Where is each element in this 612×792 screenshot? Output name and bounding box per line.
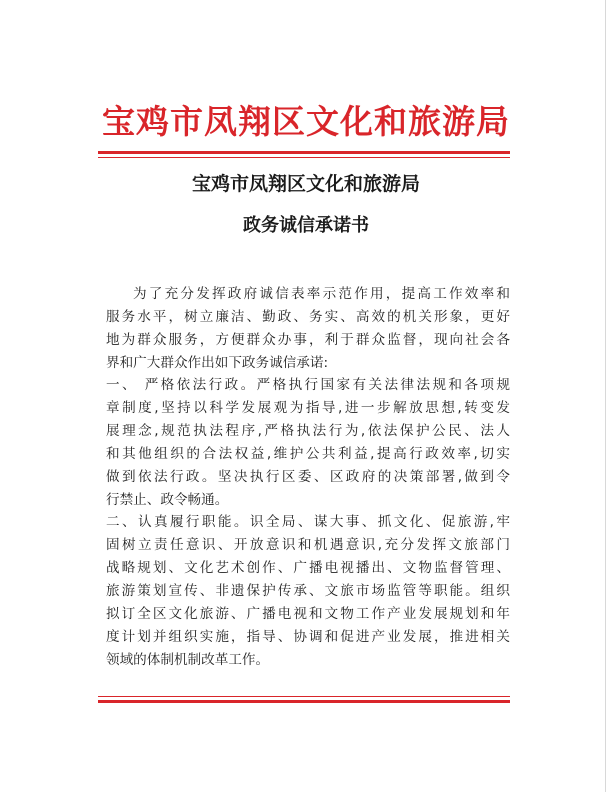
- body-line: 服务水平，树立廉洁、勤政、务实、高效的机关形象，更好: [106, 308, 510, 325]
- body-line: 展理念,规范执法程序,严格执法行为,依法保护公民、法人: [106, 423, 510, 440]
- letterhead-rule-thick: [98, 151, 510, 154]
- letterhead-title: 宝鸡市凤翔区文化和旅游局: [102, 102, 510, 141]
- body-line: 界和广大群众作出如下政务诚信承诺:: [106, 354, 329, 371]
- body-line: 为了充分发挥政府诚信表率示范作用，提高工作效率和: [133, 286, 510, 302]
- body-line: 地为群众服务，方便群众办事，利于群众监督，现向社会各: [106, 331, 510, 348]
- document-organization: 宝鸡市凤翔区文化和旅游局: [191, 173, 420, 195]
- body-line: 章制度,坚持以科学发展观为指导,进一步解放思想,转变发: [106, 400, 510, 417]
- body-line: 战略规划、文化艺术创作、广播电视播出、文物监督管理、: [106, 560, 510, 577]
- body-line: 固树立责任意识、开放意识和机遇意识,充分发挥文旅部门: [106, 537, 510, 554]
- letterhead-rule-thin: [98, 157, 510, 158]
- body-line: 和其他组织的合法权益,维护公共利益,提高行政效率,切实: [106, 445, 510, 462]
- body-line: 一、 严格依法行政。严格执行国家有关法律法规和各项规: [106, 377, 510, 394]
- body-line: 拟订全区文化旅游、广播电视和文物工作产业发展规划和年: [106, 605, 510, 622]
- body-line: 度计划并组织实施，指导、协调和促进产业发展，推进相关: [106, 628, 510, 645]
- body-line: 做到依法行政。坚决执行区委、区政府的决策部署,做到令: [106, 468, 510, 485]
- body-line: 行禁止、政令畅通。: [106, 491, 229, 508]
- body-line: 二、认真履行职能。识全局、谋大事、抓文化、促旅游,牢: [106, 514, 510, 531]
- body-line: 领域的体制机制改革工作。: [106, 651, 270, 668]
- body-line: 旅游策划宣传、非遗保护传承、文旅市场监管等职能。组织: [106, 582, 510, 599]
- document-body: [106, 283, 510, 671]
- footer-rule-thin: [98, 696, 510, 697]
- footer-rule-thick: [98, 700, 510, 703]
- document-title: 政务诚信承诺书: [243, 215, 369, 236]
